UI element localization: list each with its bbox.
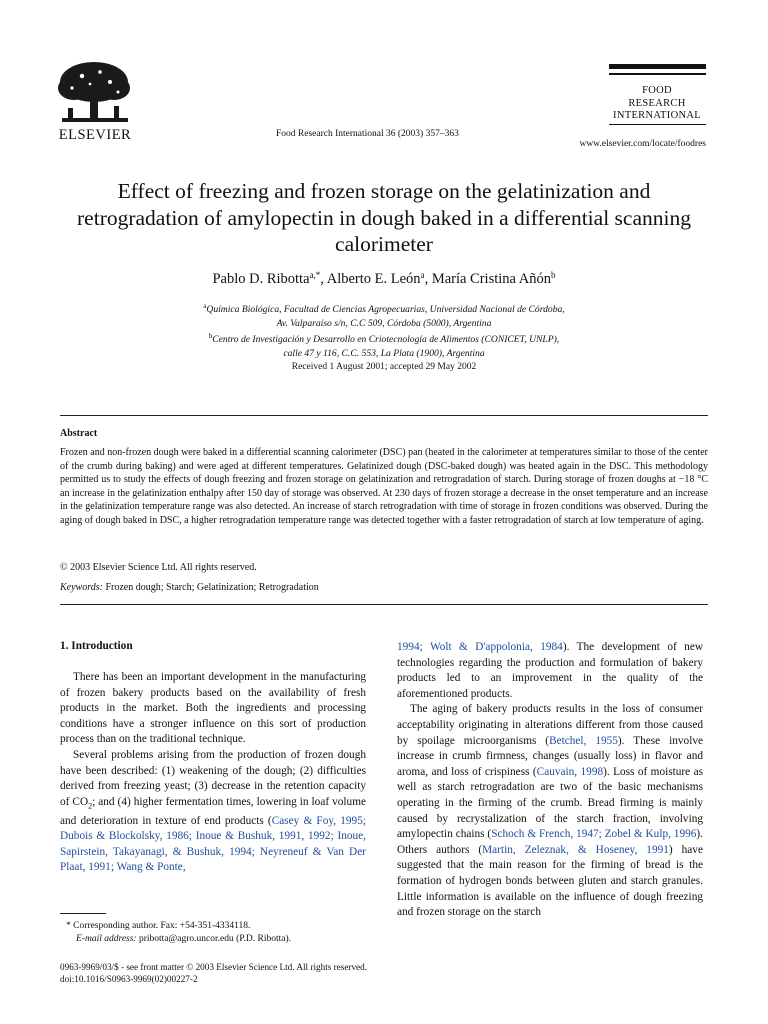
author-name: Alberto E. León	[326, 271, 421, 287]
right-column	[397, 640, 703, 921]
tree-icon	[52, 58, 136, 128]
author-sup[interactable]: a	[420, 270, 425, 280]
citation-link[interactable]: 1994; Wolt & D'appolonia, 1984	[397, 641, 563, 653]
divider	[60, 415, 708, 416]
brand-line: RESEARCH	[628, 97, 686, 109]
paragraph	[60, 748, 366, 876]
author-sup[interactable]: a,*	[309, 270, 321, 280]
left-column	[60, 670, 366, 876]
keywords-label: Keywords:	[60, 582, 103, 593]
brand-bar-thin	[609, 73, 706, 75]
journal-url[interactable]: www.elsevier.com/locate/foodres	[579, 139, 706, 149]
received-dates: Received 1 August 2001; accepted 29 May 2002	[291, 362, 477, 372]
paragraph	[60, 670, 366, 748]
affiliation-a-line2: Av. Valparaíso s/n, C.C 509, Córdoba (5000), Argentina	[276, 317, 492, 329]
text-run: ). The development of new technologies regarding the production and formulation of bakery products led to an improvement in the quality of the aforementioned products.	[397, 641, 703, 700]
citation-link[interactable]: Martin, Zeleznak, & Hoseney, 1991	[482, 843, 669, 856]
brand-line: FOOD	[642, 85, 672, 96]
doi-line[interactable]: doi:10.1016/S0963-9969(02)00227-2	[60, 974, 198, 984]
journal-citation: Food Research International 36 (2003) 357–363	[276, 129, 459, 139]
email-value[interactable]: pribotta@agro.uncor.edu (P.D. Ribotta).	[138, 934, 291, 944]
journal-brand	[600, 85, 714, 123]
publisher-name: ELSEVIER	[58, 127, 132, 143]
keywords	[60, 582, 319, 593]
corresponding-author: * Corresponding author. Fax: +54-351-4334118.	[66, 921, 251, 931]
abstract-text: Frozen and non-frozen dough were baked in a differential scanning calorimeter (DSC) pan (heated in the calorimeter at temperatures similar to those of the center of the crumb during baking) and were aged at different temperatures. Gelatinized dough (DSC-baked dough) was heated again in the DSC. This methodology permitted us to study the effects of dough freezing and frozen storage on gelatinization and retrogradation of starch. During storage of frozen doughs at −18 °C an increase in the gelatinization enthalpy after 150 day of storage was observed. At 230 days of frozen storage a decrease in the onset temperature and an increase in the gelatinization temperature range was also detected. An increase of starch retrogradation with time of storage in frozen conditions was observed. During the aging of dough baked in DSC, a higher retrogradation temperature range was detected together with a faster retrogradation of starch at low temperature of aging.	[60, 447, 708, 526]
affiliation-b-line2: calle 47 y 116, C.C. 553, La Plata (1900), Argentina	[283, 348, 485, 360]
text-run: 2	[88, 801, 93, 810]
brand-bar-thick	[609, 64, 706, 69]
author-name: María Cristina Añón	[431, 271, 552, 287]
abstract-copyright: © 2003 Elsevier Science Ltd. All rights reserved.	[60, 562, 257, 573]
text-run: Several problems arising from the production of frozen dough have been described: (1) weakening of the dough; (2) difficulties derived from freezing yeast; (3) decrease in the retention capacity of CO	[60, 748, 366, 808]
brand-line: INTERNATIONAL	[613, 110, 701, 121]
email-label: E-mail address:	[76, 934, 137, 944]
text-run: ). Loss of moisture as well as starch retrogradation are two of the basic mechanisms operating in the firming of the crumb. Bread firming is mainly caused by recrystalization of the starch fraction, involving amylopectin chains (	[397, 765, 703, 841]
text-run: ). These involve increase in crumb firmness, changes (usually loss) in flavor and aroma, and loss of crispiness (	[397, 734, 704, 778]
affiliation-a-line1: $^a$Química Biológica, Facultad de Ciencias Agropecuarias, Universidad Nacional de Córdoba,	[203, 302, 565, 316]
text-run: The aging of bakery products results in the loss of consumer acceptability originating in alterations different from those caused by spoilage microorganisms (	[397, 703, 703, 747]
citation-link[interactable]: Cauvain, 1998	[536, 765, 604, 778]
citation-link[interactable]: Schoch & French, 1947; Zobel & Kulp, 1996	[491, 828, 697, 841]
footnote	[66, 920, 366, 946]
author-sup[interactable]: b	[551, 270, 556, 280]
citation-link[interactable]: Betchel, 1955	[549, 734, 618, 747]
paragraph	[397, 640, 703, 702]
affiliations	[60, 300, 708, 361]
text-run: There has been an important development in the manufacturing of frozen bakery products based on the availability of fresh products in the market. Both the ingredients and processing conditions have a stronger influence on this sort of production process than on the traditional technique.	[60, 671, 366, 746]
abstract-heading: Abstract	[60, 428, 98, 439]
text-run: ; and (4) higher fermentation times, lowering in loaf volume and deterioration in texture of end products (	[60, 795, 366, 827]
keywords-text: Frozen dough; Starch; Gelatinization; Retrogradation	[105, 582, 319, 593]
author-name: Pablo D. Ribotta	[212, 271, 310, 287]
affiliation-b-line1: $^b$Centro de Investigación y Desarrollo en Criotecnología de Alimentos (CONICET, UNLP),	[208, 332, 560, 346]
brand-bar-bottom	[609, 124, 706, 125]
divider	[60, 604, 708, 605]
article-title: Effect of freezing and frozen storage on the gelatinization and retrogradation of amylopectin in dough baked in a differential scanning calorimeter	[77, 179, 691, 256]
footnote-rule	[60, 913, 106, 914]
issn-line: 0963-9969/03/$ - see front matter © 2003 Elsevier Science Ltd. All rights reserved.	[60, 962, 368, 972]
text-run: ) have suggested that the main reason for the firming of bread is the formation of hydrogen bonds between gluten and starch granules. Little information is available on the influence of dough freezing and frozen storage on the starch	[397, 843, 703, 919]
paragraph	[397, 702, 703, 920]
author-list: Pablo D. Ribotta$^{a,*}$, Alberto E. León$^a$, María Cristina Añón$^b$	[212, 270, 556, 287]
publication-info	[60, 961, 367, 985]
section-heading: 1. Introduction	[60, 640, 133, 652]
text-run: ). Others authors (	[397, 828, 703, 856]
email-line	[66, 933, 366, 946]
citation-link[interactable]: Casey & Foy, 1995; Dubois & Blockolsky, 1986; Inoue & Bushuk, 1991, 1992; Inoue, Sapirstein, Takayanagi, & Bushuk, 1994; Neyreneuf & Van Der Plaat, 1991; Wang & Ponte,	[60, 814, 366, 874]
